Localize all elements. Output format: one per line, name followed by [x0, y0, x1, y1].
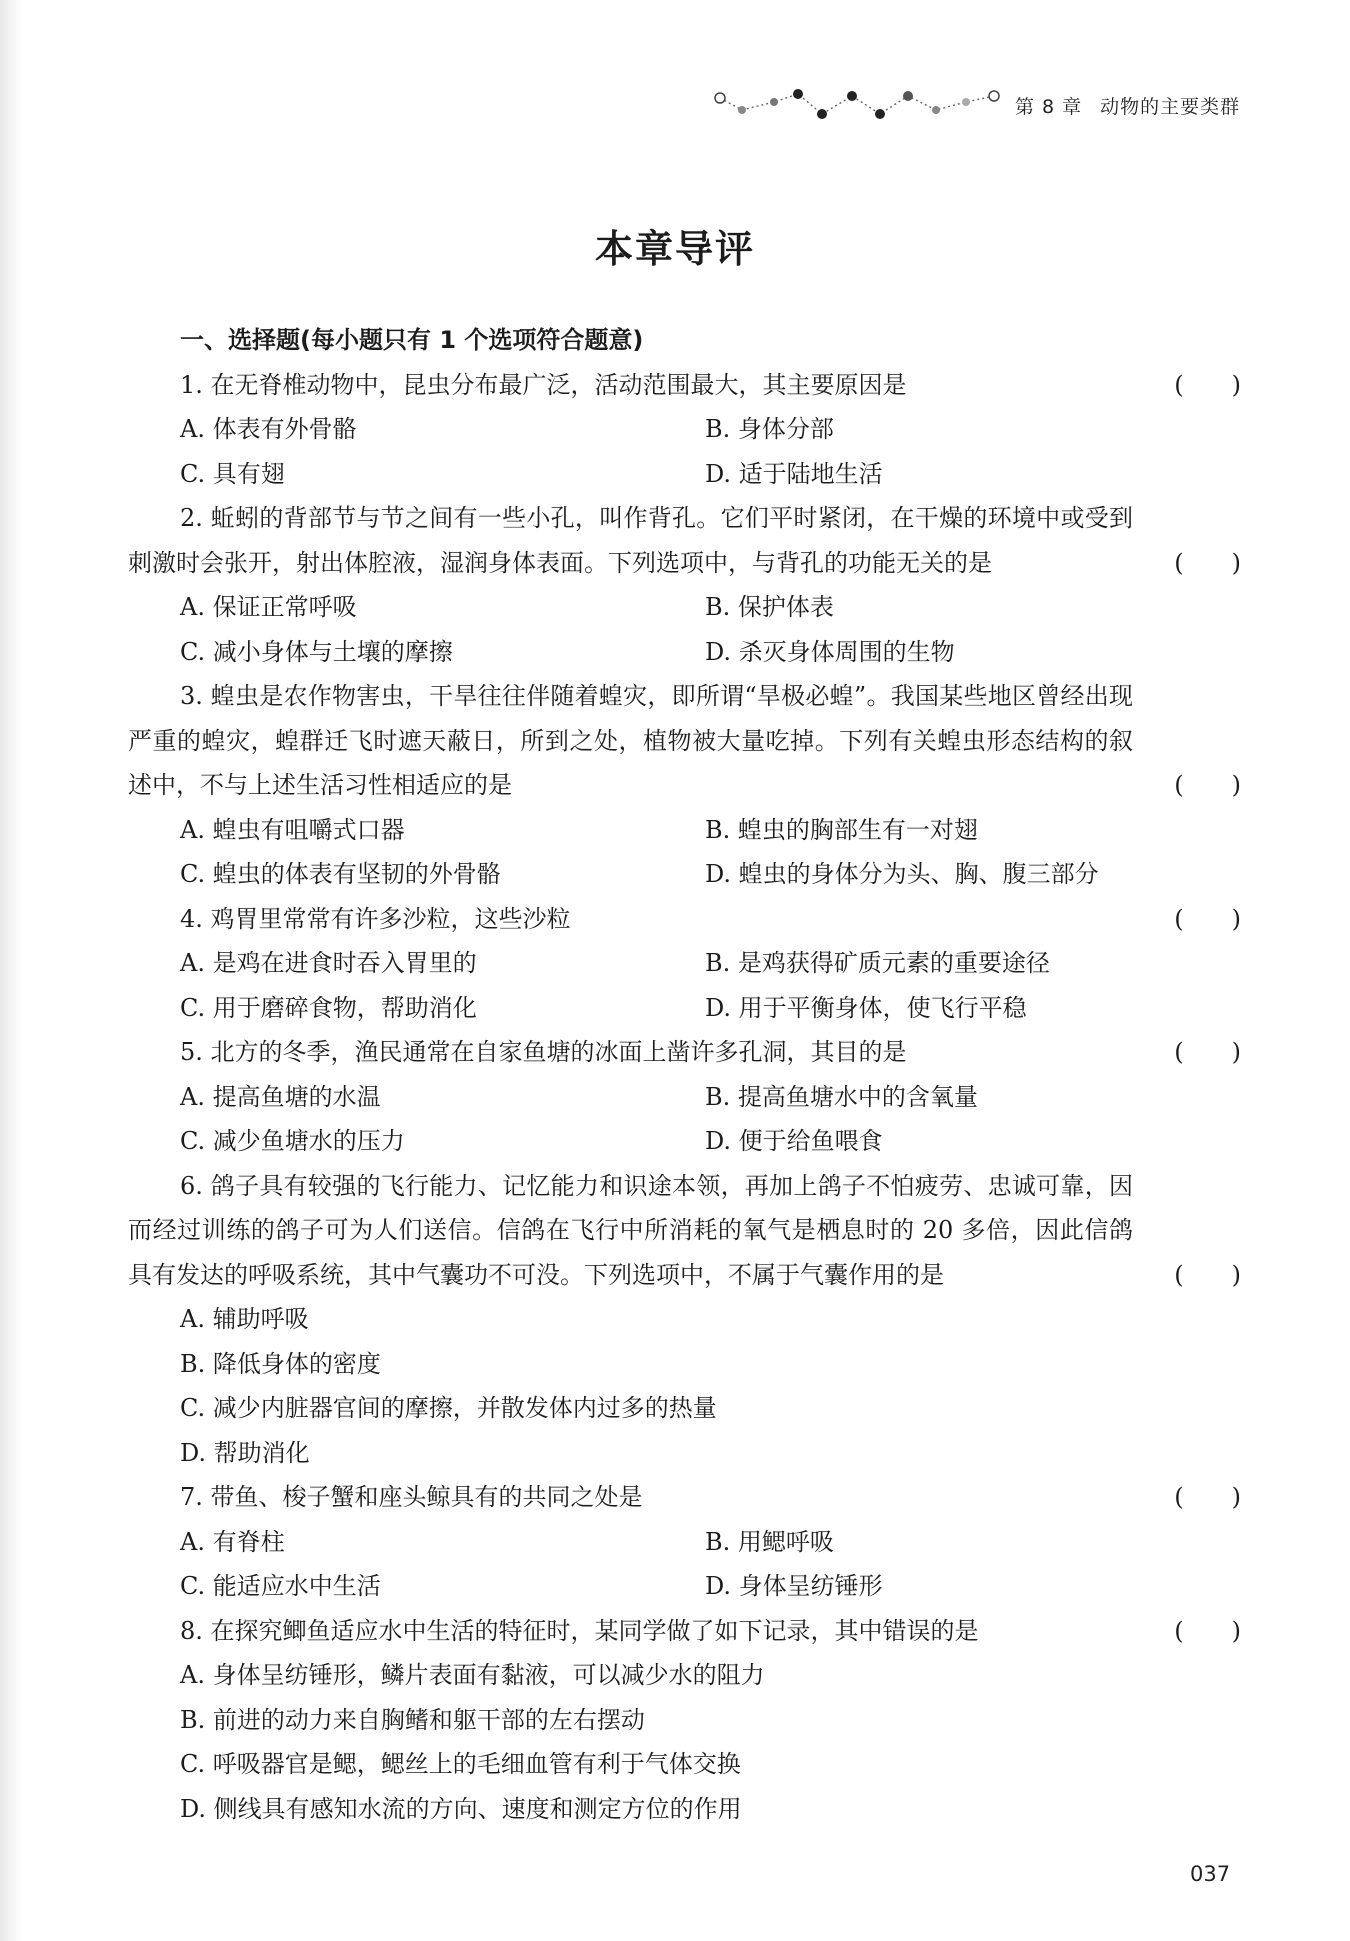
option-b: B. 用鳃呼吸: [705, 1527, 834, 1556]
options-4: [128, 941, 1243, 1030]
options-2: [128, 585, 1243, 674]
running-header: [1015, 92, 1240, 119]
option-b: B. 降低身体的密度: [180, 1349, 381, 1378]
option-c: C. 用于磨碎食物，帮助消化: [180, 993, 477, 1022]
answer-bracket: ( ): [1174, 1616, 1241, 1645]
option-a: A. 是鸡在进食时吞入胃里的: [180, 949, 477, 977]
option-a: A. 辅助呼吸: [180, 1305, 309, 1333]
option-c: C. 减小身体与土壤的摩擦: [180, 637, 453, 666]
question-6: [128, 1164, 1243, 1298]
option-b: B. 蝗虫的胸部生有一对翅: [705, 815, 978, 844]
page-edge-shadow: [0, 0, 22, 1941]
option-c: C. 能适应水中生活: [180, 1572, 381, 1600]
question-7: [128, 1475, 1243, 1520]
option-b: B. 前进的动力来自胸鳍和躯干部的左右摆动: [180, 1705, 645, 1734]
chapter-number: 第 8 章: [1015, 96, 1083, 118]
question-stem: 8. 在探究鲫鱼适应水中生活的特征时，某同学做了如下记录，其中错误的是: [180, 1616, 979, 1645]
answer-bracket: ( ): [1174, 548, 1241, 577]
answer-bracket: ( ): [1174, 904, 1241, 933]
question-5: [128, 1030, 1243, 1075]
options-6: [128, 1297, 1243, 1475]
option-c: C. 呼吸器官是鳃，鳃丝上的毛细血管有利于气体交换: [180, 1750, 741, 1778]
option-a: A. 提高鱼塘的水温: [180, 1082, 381, 1111]
answer-bracket: ( ): [1174, 1260, 1241, 1289]
option-d: D. 身体呈纺锤形: [705, 1572, 883, 1600]
answer-bracket: ( ): [1174, 370, 1241, 399]
page-title: 本章导评: [594, 227, 755, 271]
option-c: C. 减少鱼塘水的压力: [180, 1127, 405, 1155]
question-stem: 4. 鸡胃里常常有许多沙粒，这些沙粒: [180, 904, 571, 933]
option-c: C. 减少内脏器官间的摩擦，并散发体内过多的热量: [180, 1394, 717, 1422]
header-dot-chain-decoration: [712, 88, 1002, 124]
option-d: D. 适于陆地生活: [705, 459, 883, 488]
options-5: [128, 1075, 1243, 1164]
option-d: D. 帮助消化: [180, 1438, 310, 1467]
question-3: [128, 674, 1243, 808]
option-b: B. 保护体表: [705, 593, 834, 621]
answer-bracket: ( ): [1174, 1038, 1241, 1066]
options-3: [128, 808, 1243, 897]
option-b: B. 身体分部: [705, 415, 834, 443]
question-stem: 5. 北方的冬季，渔民通常在自家鱼塘的冰面上凿许多孔洞，其目的是: [180, 1038, 907, 1066]
chapter-title: 动物的主要类群: [1100, 96, 1241, 118]
section-heading: 一、选择题(每小题只有 1 个选项符合题意): [180, 326, 644, 354]
question-stem: 2. 蚯蚓的背部节与节之间有一些小孔，叫作背孔。它们平时紧闭，在干燥的环境中或受到刺激时会张开，射出体腔液，湿润身体表面。下列选项中，与背孔的功能无关的是: [128, 504, 1133, 577]
question-8: [128, 1609, 1243, 1654]
option-b: B. 提高鱼塘水中的含氧量: [705, 1082, 978, 1111]
option-a: A. 保证正常呼吸: [180, 593, 357, 621]
option-d: D. 侧线具有感知水流的方向、速度和测定方位的作用: [180, 1794, 742, 1823]
option-a: A. 身体呈纺锤形，鳞片表面有黏液，可以减少水的阻力: [180, 1661, 765, 1689]
option-a: A. 体表有外骨骼: [180, 415, 357, 443]
question-1: [128, 363, 1243, 408]
question-stem: 6. 鸽子具有较强的飞行能力、记忆能力和识途本领，再加上鸽子不怕疲劳、忠诚可靠，因而经过训练的鸽子可为人们送信。信鸽在飞行中所消耗的氧气是栖息时的 20 多倍，因此信鸽具有发达的呼吸系统，其中气囊功不可没。下列选项中，不属于气囊作用的是: [128, 1171, 1133, 1289]
question-list: [128, 318, 1243, 1831]
question-4: [128, 897, 1243, 942]
options-8: [128, 1653, 1243, 1831]
question-stem: 3. 蝗虫是农作物害虫，干旱往往伴随着蝗灾，即所谓“旱极必蝗”。我国某些地区曾经出现严重的蝗灾，蝗群迁飞时遮天蔽日，所到之处，植物被大量吃掉。下列有关蝗虫形态结构的叙述中，不与上述生活习性相适应的是: [128, 682, 1133, 799]
question-stem: 1. 在无脊椎动物中，昆虫分布最广泛，活动范围最大，其主要原因是: [180, 370, 907, 399]
option-c: C. 蝗虫的体表有坚韧的外骨骼: [180, 860, 501, 888]
option-c: C. 具有翅: [180, 459, 285, 488]
option-d: D. 用于平衡身体，使飞行平稳: [705, 993, 1027, 1022]
option-b: B. 是鸡获得矿质元素的重要途径: [705, 949, 1050, 977]
option-d: D. 杀灭身体周围的生物: [705, 637, 955, 666]
options-1: [128, 407, 1243, 496]
option-d: D. 蝗虫的身体分为头、胸、腹三部分: [705, 860, 1099, 888]
option-a: A. 有脊柱: [180, 1527, 285, 1556]
page-number: 037: [1190, 1862, 1231, 1886]
answer-bracket: ( ): [1174, 1483, 1241, 1511]
option-d: D. 便于给鱼喂食: [705, 1127, 883, 1155]
options-7: [128, 1520, 1243, 1609]
answer-bracket: ( ): [1174, 771, 1241, 799]
option-a: A. 蝗虫有咀嚼式口器: [180, 815, 405, 844]
question-stem: 7. 带鱼、梭子蟹和座头鲸具有的共同之处是: [180, 1483, 643, 1511]
question-2: [128, 496, 1243, 585]
